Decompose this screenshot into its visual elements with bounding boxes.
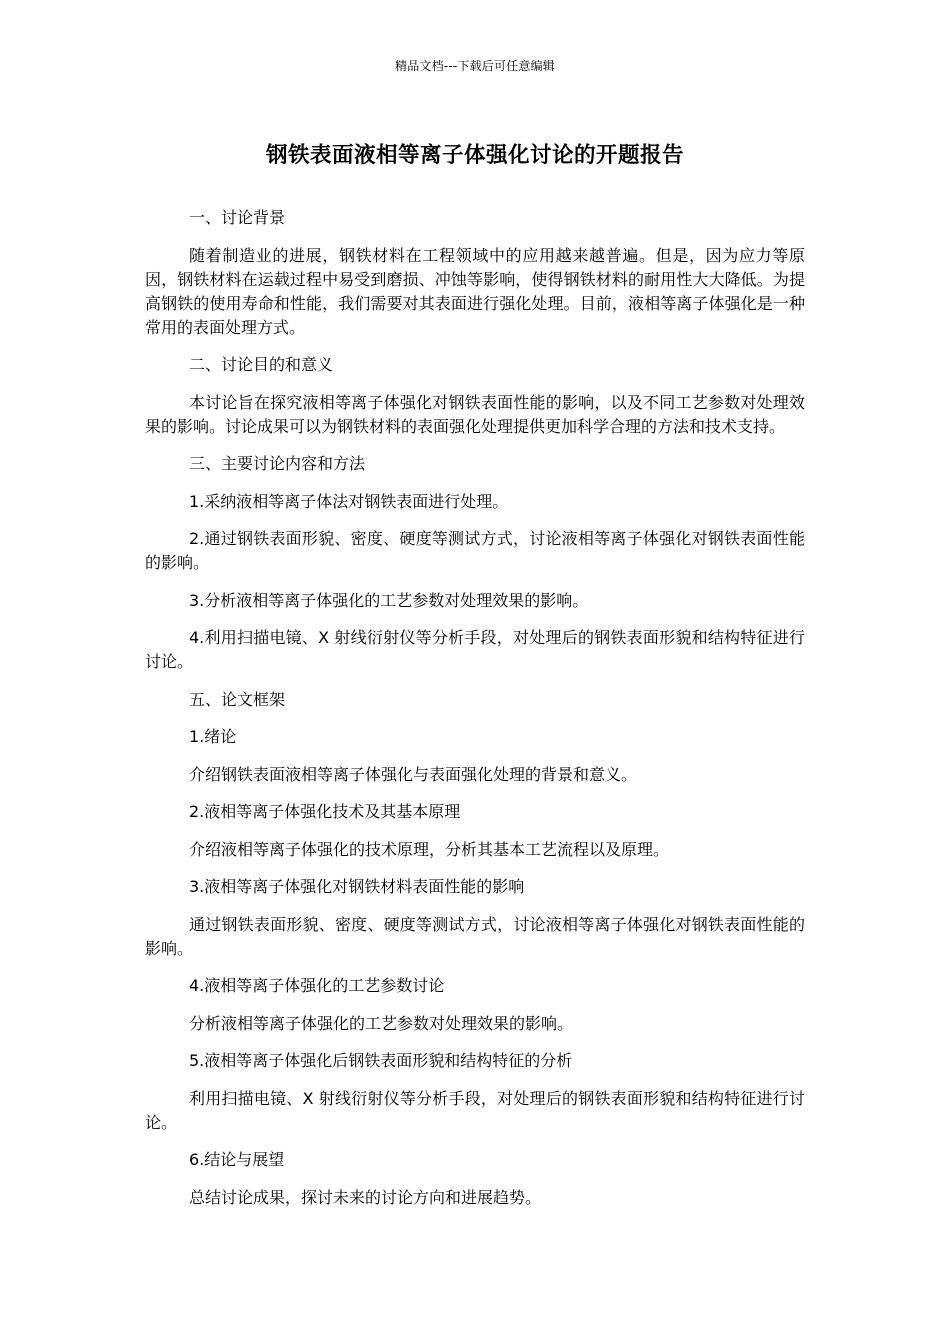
- paragraph-background: 随着制造业的进展，钢铁材料在工程领域中的应用越来越普遍。但是，因为应力等原因，钢铁材料在运载过程中易受到磨损、冲蚀等影响，使得钢铁材料的耐用性大大降低。为提高钢铁的使用寿命和性能，我们需要对其表面进行强化处理。目前，液相等离子体强化是一种常用的表面处理方式。: [145, 245, 805, 337]
- framework-chapter-5: 5.液相等离子体强化后钢铁表面形貌和结构特征的分析: [189, 1051, 573, 1070]
- framework-chapter-4-desc: 分析液相等离子体强化的工艺参数对处理效果的影响。: [189, 1013, 574, 1033]
- framework-chapter-2: 2.液相等离子体强化技术及其基本原理: [189, 802, 461, 821]
- method-item-4: 4.利用扫描电镜、X 射线衍射仪等分析手段，对处理后的钢铁表面形貌和结构特征进行讨论。: [145, 628, 805, 671]
- heading-content-method: 三、主要讨论内容和方法: [189, 454, 366, 473]
- framework-chapter-5-desc: 利用扫描电镜、X 射线衍射仪等分析手段，对处理后的钢铁表面形貌和结构特征进行讨论。: [145, 1088, 805, 1132]
- framework-chapter-3-desc: 通过钢铁表面形貌、密度、硬度等测试方式，讨论液相等离子体强化对钢铁表面性能的影响。: [145, 914, 805, 958]
- method-item-1: 1.采纳液相等离子体法对钢铁表面进行处理。: [189, 491, 509, 511]
- framework-chapter-4: 4.液相等离子体强化的工艺参数讨论: [189, 976, 445, 995]
- document-title: 钢铁表面液相等离子体强化讨论的开题报告: [265, 143, 684, 168]
- heading-background: 一、讨论背景: [189, 208, 286, 227]
- framework-chapter-6: 6.结论与展望: [189, 1150, 285, 1169]
- heading-purpose: 二、讨论目的和意义: [189, 355, 334, 374]
- framework-chapter-6-desc: 总结讨论成果，探讨未来的讨论方向和进展趋势。: [189, 1187, 542, 1207]
- paragraph-purpose: 本讨论旨在探究液相等离子体强化对钢铁表面性能的影响，以及不同工艺参数对处理效果的影响。讨论成果可以为钢铁材料的表面强化处理提供更加科学合理的方法和技术支持。: [145, 392, 805, 436]
- framework-chapter-3: 3.液相等离子体强化对钢铁材料表面性能的影响: [189, 877, 525, 896]
- method-item-3: 3.分析液相等离子体强化的工艺参数对处理效果的影响。: [189, 590, 589, 610]
- framework-chapter-2-desc: 介绍液相等离子体强化的技术原理，分析其基本工艺流程以及原理。: [189, 839, 670, 859]
- document-body: [145, 206, 805, 1223]
- method-item-2: 2.通过钢铁表面形貌、密度、硬度等测试方式，讨论液相等离子体强化对钢铁表面性能的影响。: [145, 529, 805, 572]
- page-header: 精品文档---下载后可任意编辑: [395, 59, 555, 73]
- framework-chapter-1-desc: 介绍钢铁表面液相等离子体强化与表面强化处理的背景和意义。: [189, 764, 638, 784]
- framework-chapter-1: 1.绪论: [189, 727, 237, 746]
- heading-framework: 五、论文框架: [189, 689, 286, 709]
